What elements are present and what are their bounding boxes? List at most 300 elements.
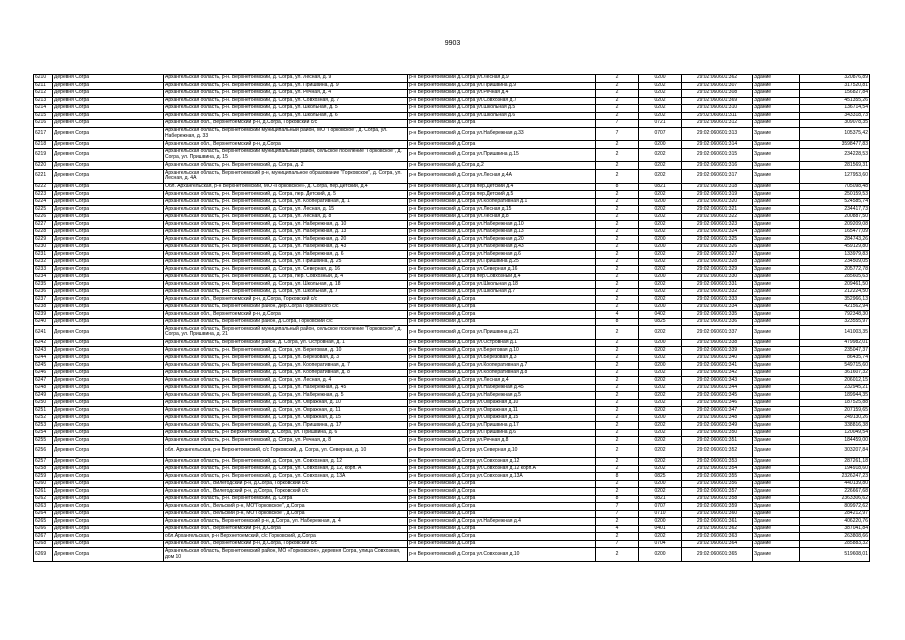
table-row <box>34 258 870 266</box>
settlement-name-cell: Деревня Согра <box>53 221 164 229</box>
row-number-cell: 6258 <box>34 465 53 473</box>
group-code-cell: 2 <box>596 296 639 304</box>
table-row <box>34 369 870 377</box>
settlement-name-cell: Деревня Согра <box>53 347 164 355</box>
object-type-cell: Здание <box>753 236 800 244</box>
table-row <box>34 326 870 340</box>
group-code-cell: 2 <box>596 533 639 541</box>
table-row <box>34 90 870 98</box>
short-address-cell: р-н Верхнетоемский д.Согра ул.Островная д.1 <box>408 339 596 347</box>
subgroup-code-cell: 0202 <box>639 266 682 274</box>
cadastral-value-cell: 705098,48 <box>800 183 870 191</box>
full-address-cell: Архангельская область, р-н. Верхнетоемский, д. Согра, ул. Школьная, д. 7 <box>164 288 408 296</box>
settlement-name-cell: Деревня Согра <box>53 473 164 481</box>
full-address-cell: Архангельская обл., Верхнетоемский р-н, д.Согра <box>164 141 408 149</box>
subgroup-code-cell: 0821 <box>639 183 682 191</box>
row-number-cell: 6256 <box>34 444 53 458</box>
settlement-name-cell: Деревня Согра <box>53 354 164 362</box>
cadastral-value-cell: 323555,97 <box>800 318 870 326</box>
group-code-cell: 2 <box>596 266 639 274</box>
cadastral-value-cell: 194918,60 <box>800 465 870 473</box>
group-code-cell: 8 <box>596 495 639 503</box>
object-type-cell: Здание <box>753 444 800 458</box>
cadastral-number-cell: 29:02:060601:362 <box>682 75 753 83</box>
object-type-cell: Здание <box>753 480 800 488</box>
full-address-cell: Архангельская обл., Вилегодский р-н, д.Согра, Горковский с/с <box>164 488 408 496</box>
short-address-cell: р-н Верхнетоемский д.Согра ул.Набережная д.6 <box>408 251 596 259</box>
object-type-cell: Здание <box>753 258 800 266</box>
cadastral-value-cell: 361607,32 <box>800 369 870 377</box>
row-number-cell: 6210 <box>34 75 53 83</box>
settlement-name-cell: Деревня Согра <box>53 148 164 162</box>
row-number-cell: 6213 <box>34 97 53 105</box>
full-address-cell: Архангельская область, р-н. Верхнетоемский, д. Согра, ул. Лесная, д. 15 <box>164 206 408 214</box>
row-number-cell: 6228 <box>34 228 53 236</box>
cadastral-value-cell: 86435,74 <box>800 354 870 362</box>
row-number-cell: 6234 <box>34 273 53 281</box>
settlement-name-cell: Деревня Согра <box>53 548 164 562</box>
cadastral-number-cell: 29:02:060601:308 <box>682 90 753 98</box>
cadastral-value-cell: 133979,83 <box>800 251 870 259</box>
cadastral-value-cell: 387041,84 <box>800 525 870 533</box>
cadastral-number-cell: 29:02:060601:348 <box>682 414 753 422</box>
full-address-cell: Архангельская область, р-н. Верхнетоемский, д. Согра, ул. Набережная, д. 43 <box>164 243 408 251</box>
cadastral-value-cell: 187525,88 <box>800 399 870 407</box>
full-address-cell: Архангельская область, р-н. Верхнетоемский, д. Согра, ул. Лесная, д. 9 <box>164 75 408 83</box>
group-code-cell: 2 <box>596 105 639 113</box>
table-row <box>34 148 870 162</box>
settlement-name-cell: Деревня Согра <box>53 525 164 533</box>
short-address-cell: р-н Верхнетоемский д.Согра ул.Совхозная д.13А <box>408 473 596 481</box>
settlement-name-cell: Деревня Согра <box>53 326 164 340</box>
full-address-cell: Архангельская область, р-н. Верхнетоемский, д. Согра, ул. Речная, д. 4 <box>164 90 408 98</box>
object-type-cell: Здание <box>753 281 800 289</box>
cadastral-value-cell: 519608,01 <box>800 548 870 562</box>
table-row <box>34 221 870 229</box>
row-number-cell: 6226 <box>34 213 53 221</box>
subgroup-code-cell: 0200 <box>639 273 682 281</box>
full-address-cell: Архангельская область, р-н. Верхнетоемский, д. Согра, ул. Пришвина, д. 25 <box>164 258 408 266</box>
group-code-cell: 2 <box>596 288 639 296</box>
full-address-cell: Архангельская область, р-н. Верхнетоемский, д. Согра, ул. Набережная, д. 10 <box>164 221 408 229</box>
group-code-cell: 2 <box>596 228 639 236</box>
settlement-name-cell: Деревня Согра <box>53 384 164 392</box>
subgroup-code-cell: 0202 <box>639 288 682 296</box>
short-address-cell: р-н Верхнетоемский д.Согра ул.Набережная д.13 <box>408 228 596 236</box>
full-address-cell: Архангельская область, р-н. Верхнетоемский, д. Согра, ул. Набережная, д. 6 <box>164 251 408 259</box>
group-code-cell: 8 <box>596 183 639 191</box>
object-type-cell: Здание <box>753 540 800 548</box>
row-number-cell: 6260 <box>34 480 53 488</box>
group-code-cell: 4 <box>596 311 639 319</box>
full-address-cell: Архангельская область, р-н. Верхнетоемский, д. Согра, ул. Речная, д. 8 <box>164 437 408 445</box>
subgroup-code-cell: 0202 <box>639 458 682 466</box>
short-address-cell: р-н Верхнетоемский д.Согра ул.Береговая д.10 <box>408 347 596 355</box>
cadastral-value-cell: 549715,60 <box>800 362 870 370</box>
full-address-cell: Архангельская область, р-н. Верхнетоемский, д. Согра, ул. Кооперативная, д. 8 <box>164 369 408 377</box>
short-address-cell: р-н Верхнетоемский д.Согра ул.Школьная д.5 <box>408 105 596 113</box>
row-number-cell: 6242 <box>34 339 53 347</box>
settlement-name-cell: Деревня Согра <box>53 90 164 98</box>
group-code-cell: 2 <box>596 377 639 385</box>
subgroup-code-cell: 0200 <box>639 141 682 149</box>
object-type-cell: Здание <box>753 228 800 236</box>
settlement-name-cell: Деревня Согра <box>53 120 164 128</box>
table-row <box>34 533 870 541</box>
settlement-name-cell: Деревня Согра <box>53 422 164 430</box>
short-address-cell: р-н Верхнетоемский д.Согра ул.Пришвина д.15 <box>408 148 596 162</box>
settlement-name-cell: Деревня Согра <box>53 127 164 141</box>
object-type-cell: Здание <box>753 488 800 496</box>
row-number-cell: 6255 <box>34 437 53 445</box>
cadastral-value-cell: 284212,97 <box>800 510 870 518</box>
full-address-cell: Архангельская обл., Вельский р-н, МО"Горковское", д.Согра <box>164 503 408 511</box>
cadastral-value-cell: 406220,76 <box>800 518 870 526</box>
subgroup-code-cell: 0202 <box>639 281 682 289</box>
group-code-cell: 2 <box>596 251 639 259</box>
object-type-cell: Здание <box>753 354 800 362</box>
row-number-cell: 6214 <box>34 105 53 113</box>
table-row <box>34 422 870 430</box>
row-number-cell: 6259 <box>34 473 53 481</box>
table-row <box>34 127 870 141</box>
row-number-cell: 6246 <box>34 369 53 377</box>
group-code-cell: 2 <box>596 162 639 170</box>
full-address-cell: Архангельская область, Верхнетоемский р-н, муниципальное образование "Горковское", д. Согра, ул. Лесная, д. 4А <box>164 169 408 183</box>
short-address-cell: р-н Верхнетоемский д.Согра д.2 <box>408 162 596 170</box>
object-type-cell: Здание <box>753 141 800 149</box>
subgroup-code-cell: 0401 <box>639 525 682 533</box>
object-type-cell: Здание <box>753 377 800 385</box>
settlement-name-cell: Деревня Согра <box>53 97 164 105</box>
subgroup-code-cell: 0707 <box>639 503 682 511</box>
full-address-cell: Архангельская область, р-н. Верхнетоемский, д. Согра, пер. Совхозный, д. 4 <box>164 273 408 281</box>
object-type-cell: Здание <box>753 458 800 466</box>
row-number-cell: 6249 <box>34 392 53 400</box>
table-row <box>34 311 870 319</box>
full-address-cell: Архангельская обл., Вилегодский р-н, д.Согра, Горковский с/с <box>164 480 408 488</box>
object-type-cell: Здание <box>753 407 800 415</box>
object-type-cell: Здание <box>753 105 800 113</box>
object-type-cell: Здание <box>753 97 800 105</box>
object-type-cell: Здание <box>753 127 800 141</box>
cadastral-value-cell: 207159,65 <box>800 407 870 415</box>
subgroup-code-cell: 0402 <box>639 311 682 319</box>
short-address-cell: р-н Верхнетоемский д.Согра <box>408 141 596 149</box>
full-address-cell: Архангельская область, р-н. Верхнетоемский, д. Согра, ул. Набережная, д. 45 <box>164 384 408 392</box>
full-address-cell: Архангельская область, р-н. Верхнетоемский, д. Согра, ул. Береговая, д. 10 <box>164 347 408 355</box>
cadastral-value-cell: 250159,53 <box>800 191 870 199</box>
full-address-cell: Архангельская область, Верхнетоемский р-н, д.Согра, ул. Набережная, д. 4 <box>164 518 408 526</box>
row-number-cell: 6267 <box>34 533 53 541</box>
settlement-name-cell: Деревня Согра <box>53 429 164 437</box>
row-number-cell: 6212 <box>34 90 53 98</box>
short-address-cell: р-н Верхнетоемский д.Согра ул.Совхозная д.12 корп.А <box>408 465 596 473</box>
cadastral-number-cell: 29:02:060601:317 <box>682 169 753 183</box>
cadastral-value-cell: 3598477,83 <box>800 141 870 149</box>
settlement-name-cell: Деревня Согра <box>53 540 164 548</box>
table-row <box>34 354 870 362</box>
table-row <box>34 288 870 296</box>
full-address-cell: Архангельская обл., Верхнетоемский р-н, д.Согра <box>164 525 408 533</box>
settlement-name-cell: Деревня Согра <box>53 533 164 541</box>
short-address-cell: р-н Верхнетоемский д.Согра ул.Кооперативная д.1 <box>408 198 596 206</box>
short-address-cell: р-н Верхнетоемский д.Согра <box>408 533 596 541</box>
object-type-cell: Здание <box>753 362 800 370</box>
full-address-cell: Архангельская обл., Верхнетоемский р-н, д.Согра, Горковский с/с <box>164 296 408 304</box>
object-type-cell: Здание <box>753 191 800 199</box>
subgroup-code-cell: 0825 <box>639 318 682 326</box>
settlement-name-cell: Деревня Согра <box>53 414 164 422</box>
group-code-cell: 2 <box>596 347 639 355</box>
cadastral-number-cell: 29:02:060601:355 <box>682 473 753 481</box>
table-row <box>34 518 870 526</box>
settlement-name-cell: Деревня Согра <box>53 191 164 199</box>
cadastral-number-cell: 29:02:060601:319 <box>682 191 753 199</box>
group-code-cell: 2 <box>596 97 639 105</box>
group-code-cell: 2 <box>596 444 639 458</box>
cadastral-number-cell: 29:02:060601:331 <box>682 281 753 289</box>
subgroup-code-cell: 0200 <box>639 339 682 347</box>
cadastral-number-cell: 29:02:060601:315 <box>682 148 753 162</box>
row-number-cell: 6225 <box>34 206 53 214</box>
cadastral-number-cell: 29:02:060601:329 <box>682 266 753 274</box>
cadastral-number-cell: 29:02:060601:362 <box>682 525 753 533</box>
table-row <box>34 243 870 251</box>
table-row <box>34 198 870 206</box>
subgroup-code-cell: 0821 <box>639 495 682 503</box>
object-type-cell: Здание <box>753 429 800 437</box>
table-row <box>34 213 870 221</box>
cadastral-number-cell: 29:02:060601:356 <box>682 480 753 488</box>
settlement-name-cell: Деревня Согра <box>53 480 164 488</box>
full-address-cell: Архангельская область, р-н. Верхнетоемский, д. Согра, ул. Овражная, д. 15 <box>164 414 408 422</box>
subgroup-code-cell: 0200 <box>639 303 682 311</box>
subgroup-code-cell: 0825 <box>639 473 682 481</box>
settlement-name-cell: Деревня Согра <box>53 458 164 466</box>
short-address-cell: р-н Верхнетоемский д.Согра <box>408 510 596 518</box>
row-number-cell: 6217 <box>34 127 53 141</box>
object-type-cell: Здание <box>753 392 800 400</box>
row-number-cell: 6218 <box>34 141 53 149</box>
group-code-cell: 2 <box>596 480 639 488</box>
group-code-cell: 2 <box>596 422 639 430</box>
group-code-cell: 2 <box>596 273 639 281</box>
cadastral-number-cell: 29:02:060601:318 <box>682 183 753 191</box>
table-row <box>34 377 870 385</box>
settlement-name-cell: Деревня Согра <box>53 281 164 289</box>
cadastral-value-cell: 440139,80 <box>800 480 870 488</box>
subgroup-code-cell: 0710 <box>639 510 682 518</box>
group-code-cell: 2 <box>596 458 639 466</box>
group-code-cell: 2 <box>596 141 639 149</box>
subgroup-code-cell: 0707 <box>639 127 682 141</box>
object-type-cell: Здание <box>753 347 800 355</box>
settlement-name-cell: Деревня Согра <box>53 518 164 526</box>
short-address-cell: р-н Верхнетоемский д.Согра <box>408 503 596 511</box>
settlement-name-cell: Деревня Согра <box>53 273 164 281</box>
table-row <box>34 525 870 533</box>
group-code-cell: 7 <box>596 120 639 128</box>
object-type-cell: Здание <box>753 198 800 206</box>
table-row <box>34 339 870 347</box>
cadastral-value-cell: 281569,31 <box>800 162 870 170</box>
short-address-cell: р-н Верхнетоемский д.Согра ул.Набережная д.45 <box>408 384 596 392</box>
settlement-name-cell: Деревня Согра <box>53 288 164 296</box>
short-address-cell: р-н Верхнетоемский д.Согра ул.Школьная д.7 <box>408 288 596 296</box>
row-number-cell: 6244 <box>34 354 53 362</box>
table-row <box>34 82 870 90</box>
full-address-cell: Архангельская область, р-н. Верхнетоемский, д. Согра, ул. Овражная, д. 11 <box>164 407 408 415</box>
full-address-cell: Архангельская область, р-н. Верхнетоемский, д. Согра, ул. Набережная, д. 13 <box>164 228 408 236</box>
cadastral-number-cell: 29:02:060601:322 <box>682 213 753 221</box>
group-code-cell: 2 <box>596 392 639 400</box>
settlement-name-cell: Деревня Согра <box>53 236 164 244</box>
row-number-cell: 6241 <box>34 326 53 340</box>
group-code-cell: 2 <box>596 414 639 422</box>
table-row <box>34 473 870 481</box>
table-row <box>34 266 870 274</box>
cadastral-number-cell: 29:02:060601:334 <box>682 303 753 311</box>
group-code-cell: 2 <box>596 465 639 473</box>
object-type-cell: Здание <box>753 384 800 392</box>
cadastral-number-cell: 29:02:060601:354 <box>682 465 753 473</box>
row-number-cell: 6224 <box>34 198 53 206</box>
object-type-cell: Здание <box>753 473 800 481</box>
group-code-cell: 2 <box>596 354 639 362</box>
settlement-name-cell: Деревня Согра <box>53 339 164 347</box>
group-code-cell: 2 <box>596 236 639 244</box>
cadastral-number-cell: 29:02:060601:337 <box>682 326 753 340</box>
short-address-cell: р-н Верхнетоемский д.Согра ул.Лесная д.4 <box>408 377 596 385</box>
subgroup-code-cell: 0704 <box>639 540 682 548</box>
cadastral-number-cell: 29:02:060601:344 <box>682 384 753 392</box>
cadastral-value-cell: 285605,63 <box>800 273 870 281</box>
cadastral-number-cell: 29:02:060601:363 <box>682 533 753 541</box>
subgroup-code-cell: 0202 <box>639 90 682 98</box>
full-address-cell: обл.Архангельская, р-н Верхнетоемский, с/с Горковский, д.Согра <box>164 533 408 541</box>
short-address-cell: р-н Верхнетоемский д.Согра ул.Совхозная д.10 <box>408 548 596 562</box>
short-address-cell: р-н Верхнетоемский д.Согра ул.Пришвина д.6 <box>408 429 596 437</box>
settlement-name-cell: Деревня Согра <box>53 183 164 191</box>
cadastral-value-cell: 232945,21 <box>800 384 870 392</box>
cadastral-number-cell: 29:02:060601:364 <box>682 540 753 548</box>
settlement-name-cell: Деревня Согра <box>53 206 164 214</box>
cadastral-number-cell: 29:02:060601:347 <box>682 407 753 415</box>
row-number-cell: 6211 <box>34 82 53 90</box>
group-code-cell: 2 <box>596 384 639 392</box>
row-number-cell: 6250 <box>34 399 53 407</box>
table-row <box>34 444 870 458</box>
row-number-cell: 6232 <box>34 258 53 266</box>
short-address-cell: р-н Верхнетоемский д.Согра ул.Лесная д.9 <box>408 75 596 83</box>
short-address-cell: р-н Верхнетоемский д.Согра ул.Северная д.16 <box>408 266 596 274</box>
cadastral-number-cell: 29:02:060601:311 <box>682 112 753 120</box>
register-table-body <box>34 75 870 562</box>
cadastral-number-cell: 29:02:060601:323 <box>682 221 753 229</box>
object-type-cell: Здание <box>753 311 800 319</box>
subgroup-code-cell: 0200 <box>639 518 682 526</box>
row-number-cell: 6240 <box>34 318 53 326</box>
object-type-cell: Здание <box>753 495 800 503</box>
cadastral-number-cell: 29:02:060601:341 <box>682 362 753 370</box>
table-row <box>34 414 870 422</box>
object-type-cell: Здание <box>753 303 800 311</box>
subgroup-code-cell: 0202 <box>639 354 682 362</box>
group-code-cell: 2 <box>596 437 639 445</box>
subgroup-code-cell: 0202 <box>639 228 682 236</box>
group-code-cell: 2 <box>596 258 639 266</box>
table-row <box>34 75 870 83</box>
cadastral-number-cell: 29:02:060601:321 <box>682 206 753 214</box>
cadastral-value-cell: 343318,73 <box>800 112 870 120</box>
group-code-cell: 8 <box>596 473 639 481</box>
cadastral-value-cell: 234228,53 <box>800 148 870 162</box>
settlement-name-cell: Деревня Согра <box>53 510 164 518</box>
cadastral-value-cell: 209461,50 <box>800 281 870 289</box>
cadastral-number-cell: 29:02:060601:312 <box>682 120 753 128</box>
row-number-cell: 6231 <box>34 251 53 259</box>
row-number-cell: 6253 <box>34 422 53 430</box>
full-address-cell: Архангельская область, р-н. Верхнетоемский, д. Согра, ул. Пришвина, д. 9 <box>164 82 408 90</box>
table-row <box>34 399 870 407</box>
table-row <box>34 141 870 149</box>
short-address-cell: р-н Верхнетоемский д.Согра ул.Лесная д.4А <box>408 169 596 183</box>
settlement-name-cell: Деревня Согра <box>53 82 164 90</box>
full-address-cell: Архангельская область, Верхнетоемский район, д.Согра, Горковский с/с <box>164 318 408 326</box>
subgroup-code-cell: 0202 <box>639 148 682 162</box>
subgroup-code-cell: 0202 <box>639 377 682 385</box>
subgroup-code-cell: 0202 <box>639 465 682 473</box>
table-row <box>34 510 870 518</box>
short-address-cell: р-н Верхнетоемский д.Согра <box>408 480 596 488</box>
group-code-cell: 2 <box>596 243 639 251</box>
table-row <box>34 273 870 281</box>
settlement-name-cell: Деревня Согра <box>53 392 164 400</box>
full-address-cell: Архангельская область, Верхнетоемский муниципальный район, МО "Горковское", д. Согра, ул. Набережная, д. 33 <box>164 127 408 141</box>
short-address-cell: р-н Верхнетоемский д.Согра ул.Кооперативная д.8 <box>408 369 596 377</box>
full-address-cell: Архангельская область, р-н. Верхнетоемский, д. Согра, ул. Набережная, д. 20 <box>164 236 408 244</box>
subgroup-code-cell: 0202 <box>639 258 682 266</box>
object-type-cell: Здание <box>753 82 800 90</box>
object-type-cell: Здание <box>753 90 800 98</box>
short-address-cell: р-н Верхнетоемский д.Согра <box>408 525 596 533</box>
full-address-cell: Архангельская область, Верхнетоемский район, МО «Горковское», деревня Согра, улица Совхозная, дом 10 <box>164 548 408 562</box>
full-address-cell: Архангельская область, р-н. Верхнетоемский, д. Согра, ул. Северная, д. 16 <box>164 266 408 274</box>
cadastral-number-cell: 29:02:060601:316 <box>682 162 753 170</box>
table-row <box>34 458 870 466</box>
cadastral-number-cell: 29:02:060601:332 <box>682 288 753 296</box>
full-address-cell: Архангельская область, р-н. Верхнетоемский, д. Согра, ул. Лесная, д. 4 <box>164 377 408 385</box>
cadastral-value-cell: 421562,94 <box>800 303 870 311</box>
settlement-name-cell: Деревня Согра <box>53 362 164 370</box>
object-type-cell: Здание <box>753 148 800 162</box>
object-type-cell: Здание <box>753 369 800 377</box>
short-address-cell: р-н Верхнетоемский д.Согра ул.Пришвина д.21 <box>408 326 596 340</box>
cadastral-number-cell: 29:02:060601:350 <box>682 429 753 437</box>
subgroup-code-cell: 0200 <box>639 414 682 422</box>
short-address-cell: р-н Верхнетоемский д.Согра ул.Речная д.8 <box>408 437 596 445</box>
subgroup-code-cell: 0200 <box>639 362 682 370</box>
group-code-cell: 2 <box>596 281 639 289</box>
group-code-cell: 2 <box>596 148 639 162</box>
full-address-cell: Архангельская область, р-н. Верхнетоемский, д. Согра, ул. Школьная, д. 6 <box>164 112 408 120</box>
short-address-cell: р-н Верхнетоемский д.Согра <box>408 303 596 311</box>
cadastral-value-cell: 120049,54 <box>800 429 870 437</box>
object-type-cell: Здание <box>753 465 800 473</box>
row-number-cell: 6236 <box>34 288 53 296</box>
cadastral-value-cell: 459129,80 <box>800 243 870 251</box>
